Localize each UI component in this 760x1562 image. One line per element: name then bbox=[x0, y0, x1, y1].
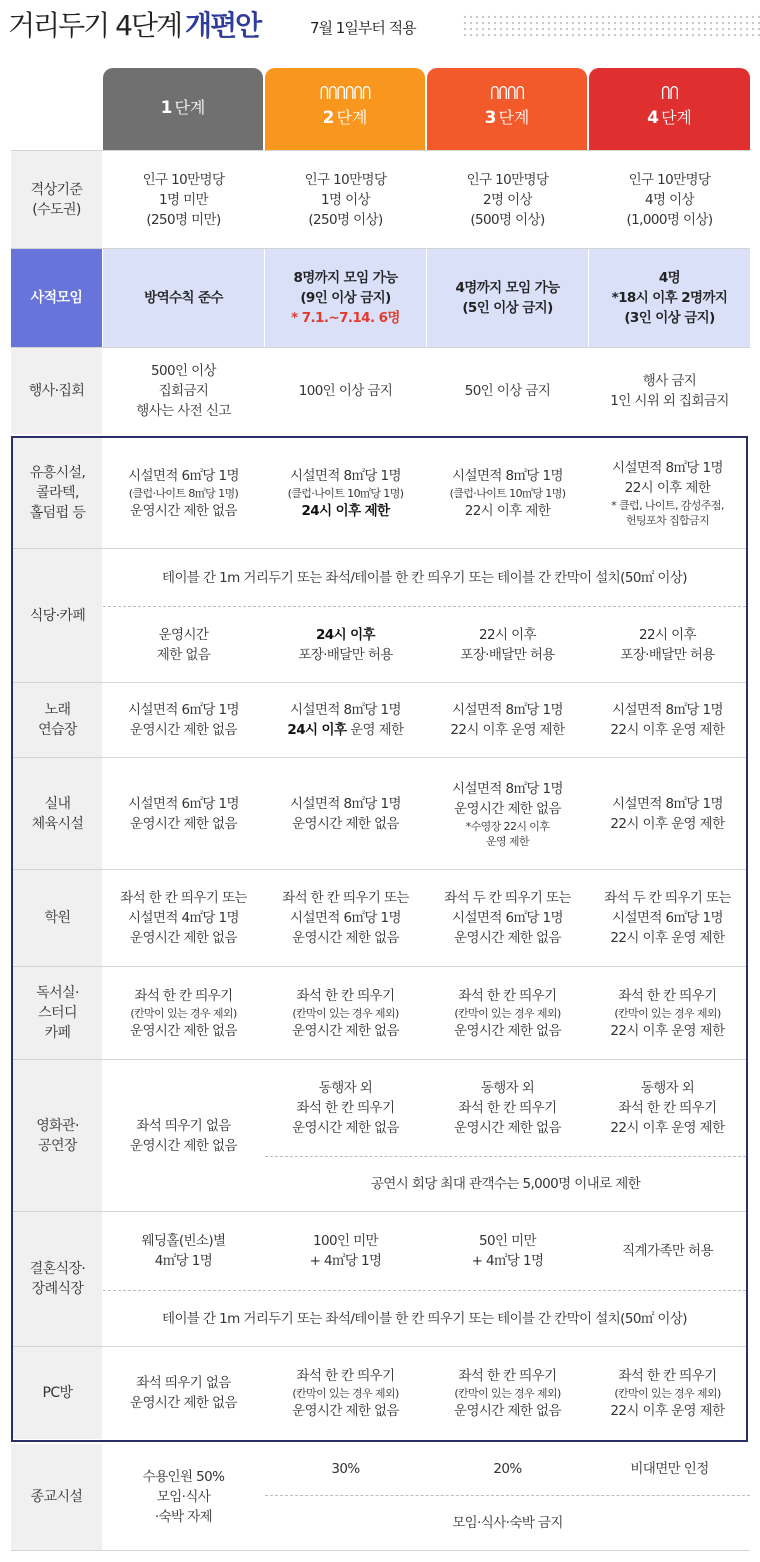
studycafe-level-3 bbox=[427, 967, 588, 1059]
karaoke-l2-area: 시설면적 8㎡당 1명 bbox=[290, 702, 401, 718]
nightlife-l2-hours: 24시 이후 제한 bbox=[301, 502, 390, 519]
restaurant-level-2 bbox=[265, 608, 426, 682]
grid-line bbox=[13, 1346, 746, 1347]
nightlife-l3-hours: 22시 이후 제한 bbox=[464, 502, 551, 519]
gym-level-1: 시설면적 6㎡당 1명 운영시간 제한 없음 bbox=[103, 758, 264, 869]
grid-line bbox=[13, 1059, 746, 1060]
studycafe-l1-hours: 운영시간 제한 없음 bbox=[130, 1022, 237, 1039]
studycafe-l1-exception: (칸막이 있는 경우 제외) bbox=[130, 1006, 237, 1020]
nightlife-l1-area: 시설면적 6㎡당 1명 bbox=[128, 467, 239, 484]
people-icon: ႶႶႶႶႶႶ bbox=[319, 85, 371, 103]
dashed-line bbox=[103, 1290, 746, 1291]
nightlife-l1-hours: 운영시간 제한 없음 bbox=[130, 502, 237, 519]
level-number: 1 bbox=[160, 98, 173, 118]
studycafe-l1-seat: 좌석 한 칸 띄우기 bbox=[134, 987, 233, 1004]
academy-level-2: 좌석 한 칸 띄우기 또는 시설면적 6㎡당 1명 운영시간 제한 없음 bbox=[265, 870, 426, 966]
grid-line bbox=[11, 248, 750, 249]
nightlife-level-2 bbox=[265, 438, 426, 548]
nightlife-l2-area: 시설면적 8㎡당 1명 bbox=[290, 467, 401, 484]
private-level-2 bbox=[265, 249, 426, 347]
nightlife-l2-club: (클럽·나이트 10㎡당 1명) bbox=[287, 486, 404, 500]
religion-level-2: 30% bbox=[265, 1444, 426, 1494]
religion-common-note: 모임·식사·숙박 금지 bbox=[265, 1496, 750, 1550]
studycafe-l3-seat: 좌석 한 칸 띄우기 bbox=[458, 987, 557, 1004]
nightlife-l4-area: 시설면적 8㎡당 1명 22시 이후 제한 bbox=[612, 460, 723, 496]
grid-line bbox=[13, 682, 746, 683]
studycafe-l4-exception: (칸막이 있는 경우 제외) bbox=[614, 1006, 721, 1020]
dashed-line bbox=[103, 606, 746, 607]
criteria-level-2: 인구 10만명당 1명 이상 (250명 이상) bbox=[265, 151, 426, 248]
title-accent: 개편안 bbox=[185, 9, 261, 42]
row-header-religion: 종교시설 bbox=[11, 1444, 102, 1550]
private-level-4: 4명 *18시 이후 2명까지 (3인 이상 금지) bbox=[589, 249, 750, 347]
level-number: 3 bbox=[484, 108, 497, 128]
private-level-2-note: * 7.1.~7.14. 6명 bbox=[291, 310, 400, 326]
studycafe-l2-seat: 좌석 한 칸 띄우기 bbox=[296, 987, 395, 1004]
pcroom-level-2 bbox=[265, 1347, 426, 1439]
religion-level-3: 20% bbox=[427, 1444, 588, 1494]
people-icon: ႶႶႶႶ bbox=[490, 85, 524, 103]
criteria-level-1: 인구 10만명당 1명 미만 (250명 미만) bbox=[103, 151, 264, 248]
pcroom-l2-exception: (칸막이 있는 경우 제외) bbox=[292, 1386, 399, 1400]
pcroom-l3-exception: (칸막이 있는 경우 제외) bbox=[454, 1386, 561, 1400]
row-header-nightlife: 유흥시설, 콜라텍, 홀덤펍 등 bbox=[13, 438, 102, 548]
pcroom-l2-seat: 좌석 한 칸 띄우기 bbox=[296, 1367, 395, 1384]
religion-level-4: 비대면만 인정 bbox=[589, 1444, 750, 1494]
pcroom-l4-seat: 좌석 한 칸 띄우기 bbox=[618, 1367, 717, 1384]
row-header-wedding: 결혼식장· 장례식장 bbox=[13, 1212, 102, 1346]
grid-line bbox=[13, 869, 746, 870]
level-suffix: 단계 bbox=[174, 98, 206, 117]
row-header-criteria: 격상기준 (수도권) bbox=[11, 151, 102, 248]
row-header-academy: 학원 bbox=[13, 870, 102, 966]
nightlife-level-4 bbox=[589, 438, 746, 548]
wedding-level-2: 100인 미만 + 4㎡당 1명 bbox=[265, 1212, 426, 1289]
academy-level-1: 좌석 한 칸 띄우기 또는 시설면적 4㎡당 1명 운영시간 제한 없음 bbox=[103, 870, 264, 966]
studycafe-l3-exception: (칸막이 있는 경우 제외) bbox=[454, 1006, 561, 1020]
title-text: 거리두기 4단계 bbox=[8, 9, 182, 42]
level-suffix: 단계 bbox=[336, 108, 368, 127]
cinema-level-3: 동행자 외 좌석 한 칸 띄우기 운영시간 제한 없음 bbox=[427, 1060, 588, 1155]
studycafe-level-2 bbox=[265, 967, 426, 1059]
pcroom-l3-hours: 운영시간 제한 없음 bbox=[454, 1402, 561, 1419]
level-number: 4 bbox=[647, 108, 659, 128]
studycafe-l4-seat: 좌석 한 칸 띄우기 bbox=[618, 987, 717, 1004]
studycafe-level-1 bbox=[103, 967, 264, 1059]
cinema-audience-note: 공연시 회당 최대 관객수는 5,000명 이내로 제한 bbox=[265, 1157, 746, 1211]
row-header-pcroom: PC방 bbox=[13, 1347, 102, 1439]
pcroom-level-4 bbox=[589, 1347, 746, 1439]
religion-level-1: 수용인원 50% 모임·식사 ·숙박 자제 bbox=[103, 1444, 264, 1550]
row-header-karaoke: 노래 연습장 bbox=[13, 683, 102, 757]
pcroom-l3-seat: 좌석 한 칸 띄우기 bbox=[458, 1367, 557, 1384]
karaoke-l2-rule: 운영 제한 bbox=[346, 722, 404, 738]
wedding-common-rule: 테이블 간 1m 거리두기 또는 좌석/테이블 한 칸 띄우기 또는 테이블 간 칸막이 설치(50㎡ 이상) bbox=[103, 1291, 746, 1346]
grid-line bbox=[11, 150, 750, 151]
nightlife-level-1 bbox=[103, 438, 264, 548]
gym-l3-note: *수영장 22시 이후 운영 제한 bbox=[465, 819, 550, 848]
level-number: 2 bbox=[322, 108, 335, 128]
criteria-level-3: 인구 10만명당 2명 이상 (500명 이상) bbox=[427, 151, 588, 248]
event-level-1: 500인 이상 집회금지 행사는 사전 신고 bbox=[103, 348, 264, 434]
studycafe-l2-hours: 운영시간 제한 없음 bbox=[292, 1022, 399, 1039]
restaurant-level-1: 운영시간 제한 없음 bbox=[103, 608, 264, 682]
pcroom-level-3 bbox=[427, 1347, 588, 1439]
studycafe-level-4 bbox=[589, 967, 746, 1059]
studycafe-l4-hours: 22시 이후 운영 제한 bbox=[610, 1022, 725, 1039]
wedding-level-1: 웨딩홀(빈소)별 4㎡당 1명 bbox=[103, 1212, 264, 1289]
gym-level-4: 시설면적 8㎡당 1명 22시 이후 운영 제한 bbox=[589, 758, 746, 869]
gym-level-3 bbox=[427, 758, 588, 869]
studycafe-l3-hours: 운영시간 제한 없음 bbox=[454, 1022, 561, 1039]
pcroom-l4-exception: (칸막이 있는 경우 제외) bbox=[614, 1386, 721, 1400]
nightlife-l1-club: (클럽·나이트 8㎡당 1명) bbox=[128, 486, 239, 500]
private-level-1: 방역수칙 준수 bbox=[103, 249, 264, 347]
cinema-level-2: 동행자 외 좌석 한 칸 띄우기 운영시간 제한 없음 bbox=[265, 1060, 426, 1155]
event-level-4: 행사 금지 1인 시위 외 집회금지 bbox=[589, 348, 750, 434]
criteria-level-4: 인구 10만명당 4명 이상 (1,000명 이상) bbox=[589, 151, 750, 248]
grid-line bbox=[13, 757, 746, 758]
nightlife-l3-area: 시설면적 8㎡당 1명 bbox=[452, 467, 563, 484]
karaoke-l2-time: 24시 이후 bbox=[287, 722, 347, 738]
karaoke-level-2 bbox=[265, 683, 426, 757]
academy-level-3: 좌석 두 칸 띄우기 또는 시설면적 6㎡당 1명 운영시간 제한 없음 bbox=[427, 870, 588, 966]
karaoke-level-4: 시설면적 8㎡당 1명 22시 이후 운영 제한 bbox=[589, 683, 746, 757]
cinema-level-1: 좌석 띄우기 없음 운영시간 제한 없음 bbox=[103, 1060, 264, 1211]
academy-level-4: 좌석 두 칸 띄우기 또는 시설면적 6㎡당 1명 22시 이후 운영 제한 bbox=[589, 870, 746, 966]
page-subtitle: 7월 1일부터 적용 bbox=[310, 19, 416, 37]
page-title bbox=[8, 4, 260, 44]
level-2-header bbox=[265, 68, 425, 150]
people-icon: ႶႶ bbox=[661, 85, 678, 103]
row-header-private-gathering: 사적모임 bbox=[11, 249, 102, 347]
private-level-3: 4명까지 모임 가능 (5인 이상 금지) bbox=[427, 249, 588, 347]
pcroom-level-1: 좌석 띄우기 없음 운영시간 제한 없음 bbox=[103, 1347, 264, 1439]
karaoke-level-1: 시설면적 6㎡당 1명 운영시간 제한 없음 bbox=[103, 683, 264, 757]
grid-line bbox=[13, 1211, 746, 1212]
title-area bbox=[0, 0, 760, 68]
grid-line bbox=[13, 966, 746, 967]
level-4-header bbox=[589, 68, 750, 150]
wedding-level-4: 직계가족만 허용 bbox=[589, 1212, 746, 1289]
level-1-header bbox=[103, 68, 263, 150]
level-suffix: 단계 bbox=[660, 108, 692, 127]
pcroom-l2-hours: 운영시간 제한 없음 bbox=[292, 1402, 399, 1419]
dashed-line bbox=[265, 1495, 750, 1496]
row-header-events: 행사·집회 bbox=[11, 348, 102, 434]
wedding-level-3: 50인 미만 + 4㎡당 1명 bbox=[427, 1212, 588, 1289]
restaurant-common-rule: 테이블 간 1m 거리두기 또는 좌석/테이블 한 칸 띄우기 또는 테이블 간 칸막이 설치(50㎡ 이상) bbox=[103, 549, 746, 606]
event-level-2: 100인 이상 금지 bbox=[265, 348, 426, 434]
restaurant-l2-rule: 포장·배달만 허용 bbox=[298, 647, 393, 663]
row-header-studycafe: 독서실· 스터디 카페 bbox=[13, 967, 102, 1059]
row-header-restaurant: 식당·카페 bbox=[13, 549, 102, 682]
cinema-level-4: 동행자 외 좌석 한 칸 띄우기 22시 이후 운영 제한 bbox=[589, 1060, 746, 1155]
dashed-line bbox=[265, 1156, 746, 1157]
grid-line bbox=[11, 1550, 750, 1551]
restaurant-level-3: 22시 이후 포장·배달만 허용 bbox=[427, 608, 588, 682]
private-level-2-text: 8명까지 모임 가능 (9인 이상 금지) bbox=[293, 270, 398, 306]
level-suffix: 단계 bbox=[498, 108, 530, 127]
nightlife-l4-note: * 클럽, 나이트, 감성주점, 헌팅포차 집합금지 bbox=[611, 499, 724, 527]
gym-l3-rule: 시설면적 8㎡당 1명 운영시간 제한 없음 bbox=[452, 780, 563, 817]
dot-pattern bbox=[462, 14, 760, 38]
karaoke-level-3: 시설면적 8㎡당 1명 22시 이후 운영 제한 bbox=[427, 683, 588, 757]
grid-line bbox=[11, 347, 750, 348]
nightlife-level-3 bbox=[427, 438, 588, 548]
event-level-3: 50인 이상 금지 bbox=[427, 348, 588, 434]
row-header-gym: 실내 체육시설 bbox=[13, 758, 102, 869]
grid-line bbox=[13, 548, 746, 549]
restaurant-l2-time: 24시 이후 bbox=[315, 627, 375, 643]
nightlife-l3-club: (클럽·나이트 10㎡당 1명) bbox=[449, 486, 566, 500]
level-3-header bbox=[427, 68, 587, 150]
pcroom-l4-hours: 22시 이후 운영 제한 bbox=[610, 1402, 725, 1419]
restaurant-level-4: 22시 이후 포장·배달만 허용 bbox=[589, 608, 746, 682]
gym-level-2: 시설면적 8㎡당 1명 운영시간 제한 없음 bbox=[265, 758, 426, 869]
row-header-cinema: 영화관· 공연장 bbox=[13, 1060, 102, 1211]
studycafe-l2-exception: (칸막이 있는 경우 제외) bbox=[292, 1006, 399, 1020]
